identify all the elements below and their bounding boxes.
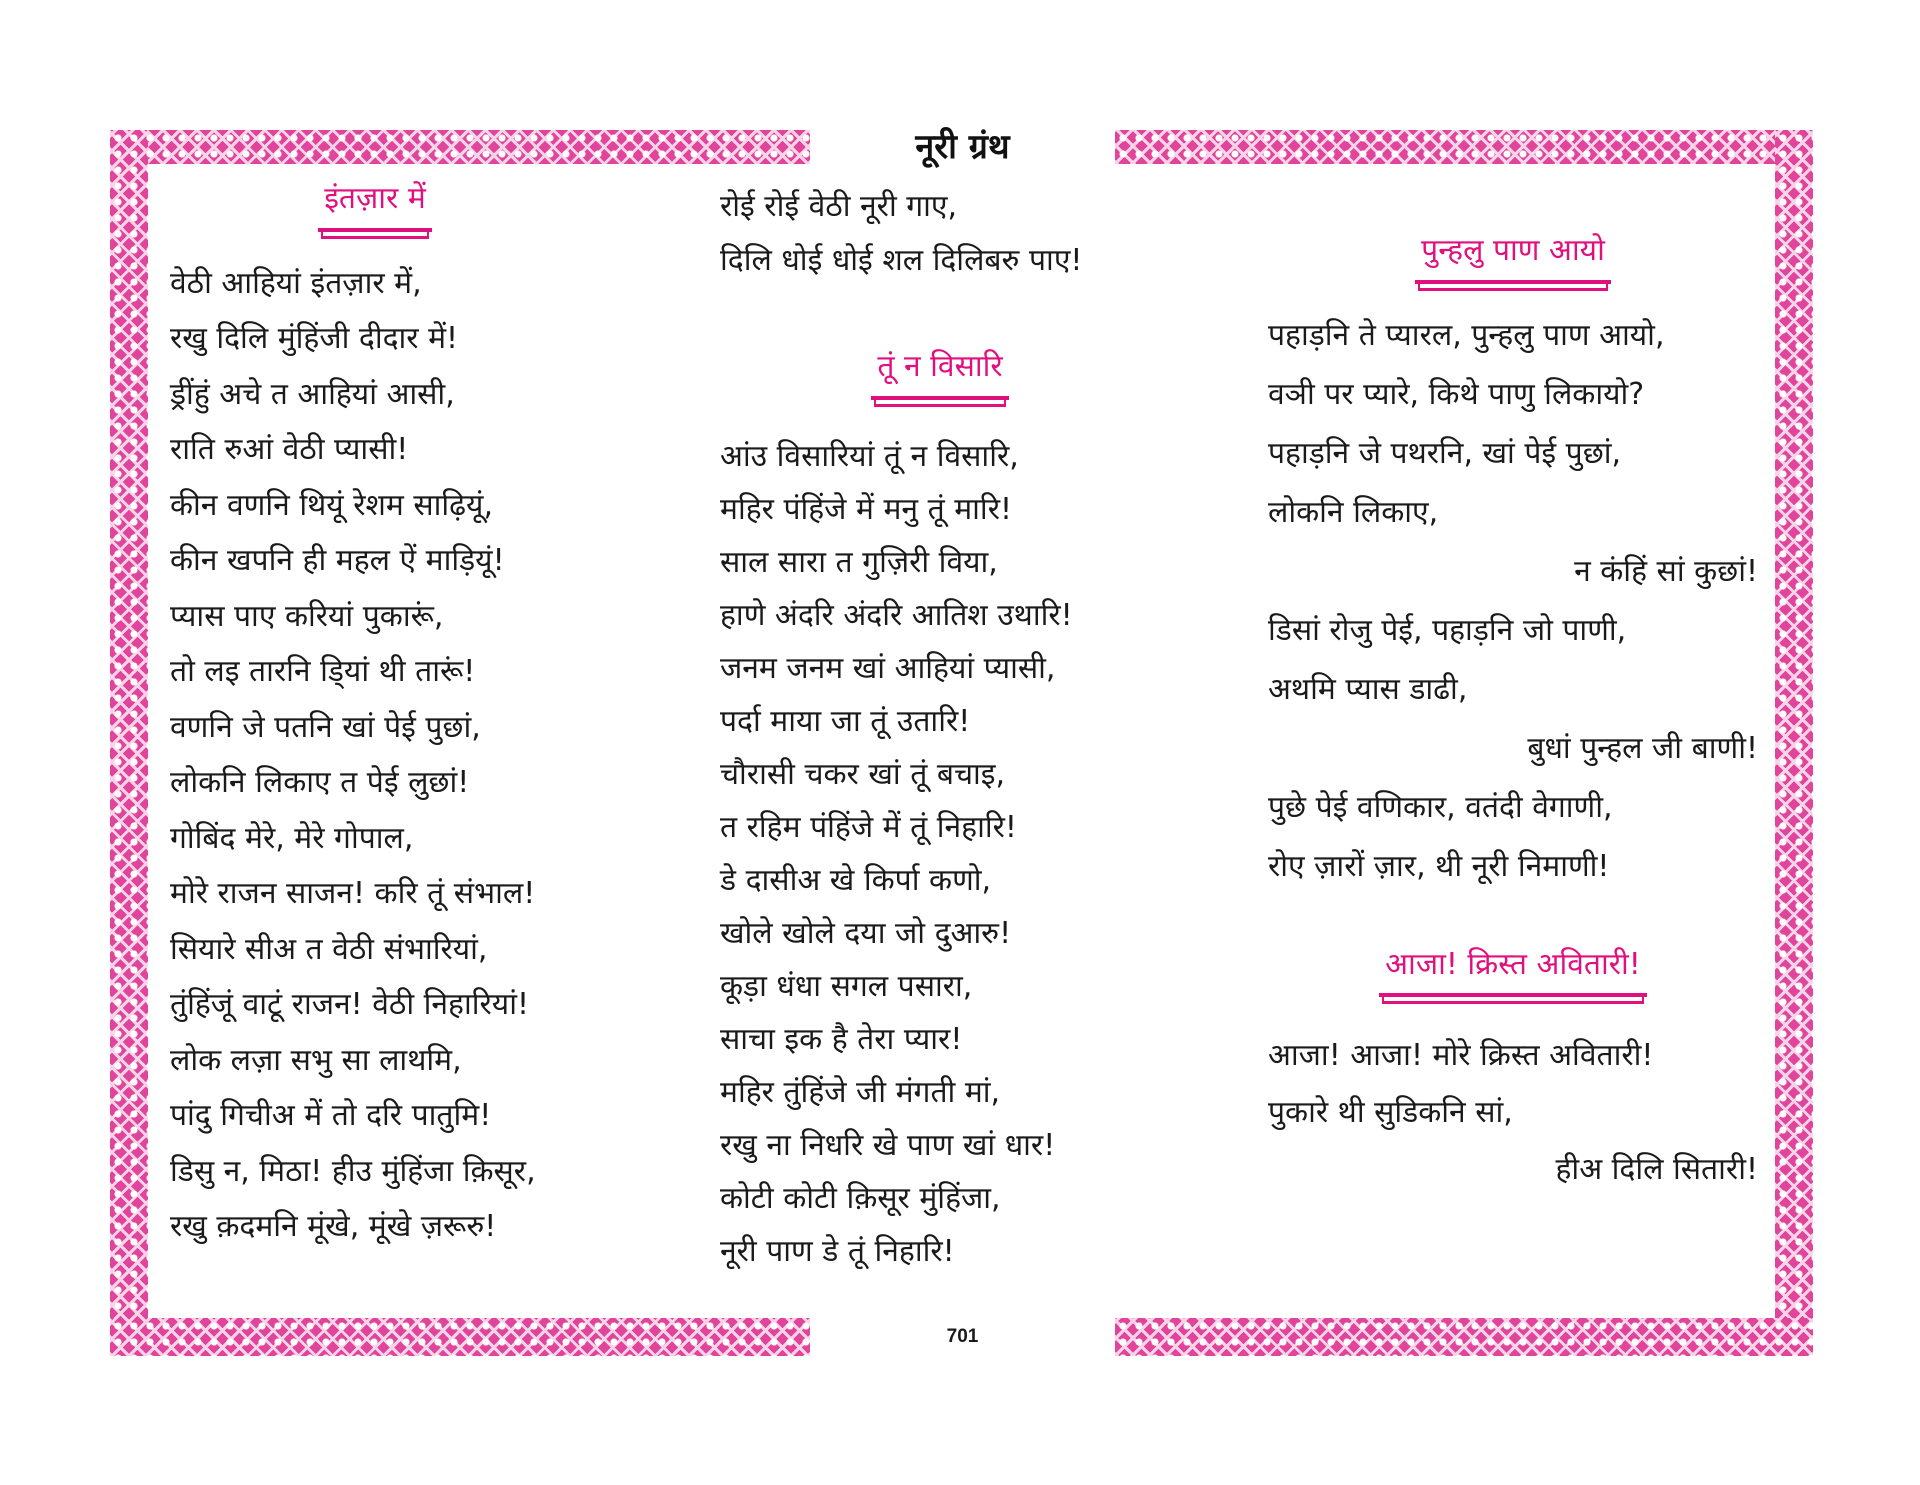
poem-line: रखु ना निधरि खे पाण खां धार! xyxy=(720,1127,1056,1163)
poem-line: आंउ विसारियां तूं न विसारि, xyxy=(720,438,1019,474)
poem-line: पर्दा माया जा तूं उतारि! xyxy=(720,703,971,739)
poem-line: प्यास पाए करियां पुकारूं, xyxy=(170,598,444,634)
poem-stanza xyxy=(1268,306,1758,896)
poem-heading: आजा! क्रिस्त अवितारी! xyxy=(1379,946,1647,998)
border-left xyxy=(110,130,148,1356)
poem-line: तो लइ तारनि डि्यां थी तारूं! xyxy=(170,654,476,689)
poem-stanza xyxy=(720,180,1160,288)
page-number: 701 xyxy=(946,1326,979,1347)
poem-line: नूरी पाण डे तूं निहारि! xyxy=(720,1233,955,1269)
poem-line: रखु दिलि मुंहिंजी दीदार में! xyxy=(170,321,459,356)
poem-line: वञी पर प्यारे, किथे पाणु लिकायो? xyxy=(1268,376,1645,412)
poem-line: राति रुआं वेठी प्यासी! xyxy=(170,432,409,467)
poem-line: रखु क़दमनि मूंखे, मूंखे ज़रूरु! xyxy=(170,1209,497,1244)
book-title: नूरी ग्रंथ xyxy=(915,127,1010,167)
poem-line: बुधां पुन्हल जी बाणी! xyxy=(1527,730,1758,766)
poem-line: त रहिम पंहिंजे में तूं निहारि! xyxy=(720,809,1017,845)
poem-line: रोई रोई वेठी नूरी गाए, xyxy=(720,189,958,224)
poem-line: कोटी कोटी क़िसूर मुंहिंजा, xyxy=(720,1180,1001,1216)
poem-line: सियारे सीअ त वेठी संभारियां, xyxy=(170,931,488,967)
poem-line: गोबिंद मेरे, मेरे गोपाल, xyxy=(170,820,414,856)
poem-line: डिसां रोजु पेई, पहाड़नि जो पाणी, xyxy=(1268,612,1627,648)
poem-line: लोकनि लिकाए, xyxy=(1268,494,1439,530)
poem-heading-wrap xyxy=(1268,232,1758,284)
poem-line: वेठी आहियां इंतज़ार में, xyxy=(170,265,422,301)
poem-line: महिर पंहिंजे में मनु तूं मारि! xyxy=(720,491,1012,527)
poem-stanza xyxy=(1268,1027,1758,1198)
poem-line: हाणे अंदरि अंदरि आतिश उथारि! xyxy=(720,597,1073,633)
poem-line: ड्रींहुं अचे त आहियां आसी, xyxy=(170,376,455,412)
poem-line: महिर तुंहिंजे जी मंगती मां, xyxy=(720,1074,1001,1110)
poem-line: कीन वणनि थियूं रेशम साढ़ियूं, xyxy=(170,487,493,523)
poem-line: पहाड़नि जे पथरनि, खां पेई पुछां, xyxy=(1268,435,1622,471)
poem-line: साचा इक है तेरा प्यार! xyxy=(720,1021,963,1057)
poem-line: पुछे पेई वणिकार, वतंदी वेगाणी, xyxy=(1268,789,1613,825)
poem-line: पहाड़नि ते प्यारल, पुन्हलु पाण आयो, xyxy=(1268,317,1665,353)
poem-line: लोकनि लिकाए त पेई लुछां! xyxy=(170,765,470,800)
poem-line: अथमि प्यास डाढी, xyxy=(1268,671,1468,707)
poem-line: न कंहिं सां कुछां! xyxy=(1574,553,1758,589)
poem-line: आजा! आजा! मोरे क्रिस्त अवितारी! xyxy=(1268,1038,1654,1073)
poem-line: डिसु न, मिठा! हीउ मुंहिंजा क़िसूर, xyxy=(170,1153,536,1189)
poem-line: कूड़ा धंधा सगल पसारा, xyxy=(720,968,973,1004)
poem-line: चौरासी चकर खां तूं बचाइ, xyxy=(720,756,1006,792)
poem-heading: तूं न विसारि xyxy=(871,348,1008,400)
border-top-right xyxy=(1115,130,1813,164)
poem-line: लोक लज़ा सभु सा लाथमि, xyxy=(170,1042,462,1078)
poem-heading: पुन्हलु पाण आयो xyxy=(1415,232,1611,284)
poem-heading-wrap xyxy=(170,180,580,232)
column-1 xyxy=(170,180,710,1255)
poem-line: कीन खपनि ही महल ऐं माड़ियूं! xyxy=(170,543,505,578)
poem-line: तुंहिंजूं वाटूं राजन! वेठी निहारियां! xyxy=(170,987,529,1022)
poem-line: पुकारे थी सुडिकनि सां, xyxy=(1268,1095,1513,1130)
poem-line: साल सारा त गुज़िरी विया, xyxy=(720,544,998,580)
poem-stanza xyxy=(170,256,710,1255)
poem-heading-wrap xyxy=(720,348,1160,400)
poem-heading: इंतज़ार में xyxy=(318,180,432,232)
poem-line: जनम जनम खां आहियां प्यासी, xyxy=(720,650,1056,686)
poem-line: मोरे राजन साजन! करि तूं संभाल! xyxy=(170,876,536,911)
poem-stanza xyxy=(720,430,1160,1278)
border-right xyxy=(1775,130,1813,1356)
poem-line: पांदु गिचीअ में तो दरि पातुमि! xyxy=(170,1098,492,1133)
poem-line: खोले खोले दया जो दुआरु! xyxy=(720,915,1012,951)
border-top-left xyxy=(110,130,810,164)
border-bottom-left xyxy=(110,1318,810,1356)
column-2 xyxy=(720,180,1160,1278)
column-3 xyxy=(1268,232,1758,1198)
poem-line: दिलि धोई धोई शल दिलिबरु पाए! xyxy=(720,243,1083,278)
poem-line: रोए ज़ारों ज़ार, थी नूरी निमाणी! xyxy=(1268,848,1610,884)
border-bottom-right xyxy=(1115,1318,1813,1356)
poem-line: वणनि जे पतनि खां पेई पुछां, xyxy=(170,709,481,745)
poem-heading-wrap xyxy=(1268,946,1758,998)
poem-line: हीअ दिलि सितारी! xyxy=(1555,1152,1758,1187)
poem-line: डे दासीअ खे किर्पा कणो, xyxy=(720,862,992,898)
